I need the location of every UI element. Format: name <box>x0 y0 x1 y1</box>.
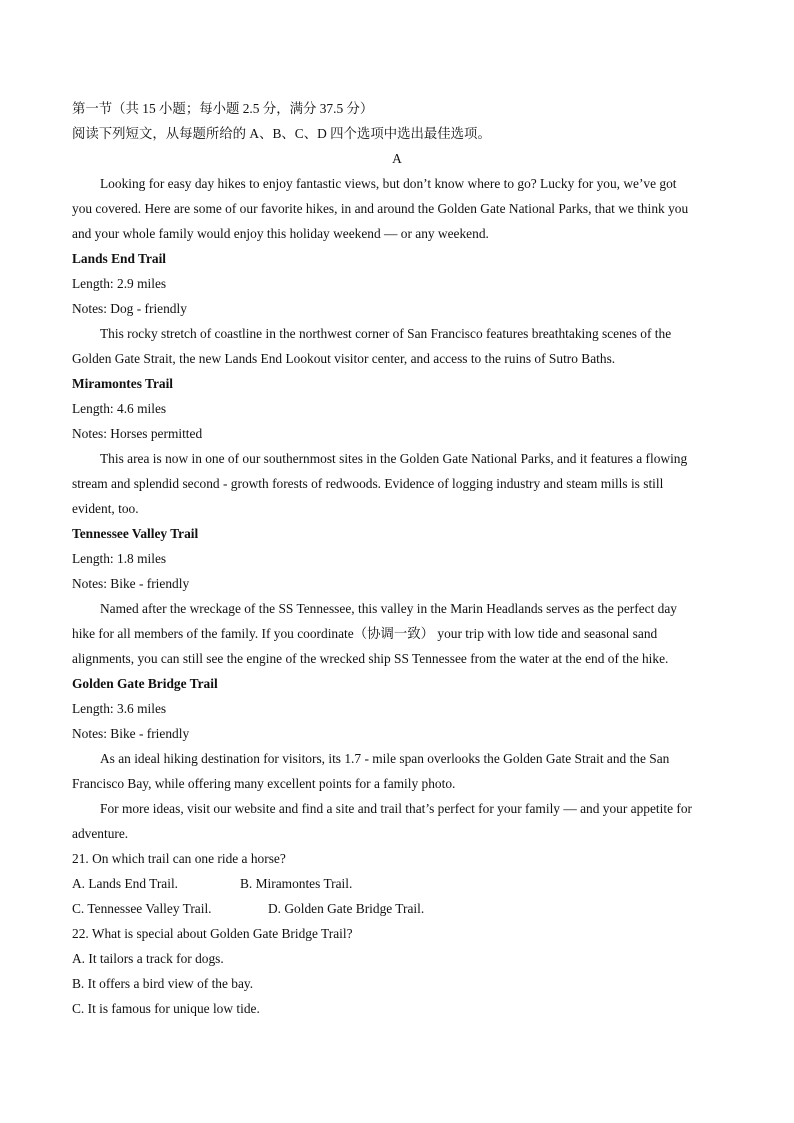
passage-label: A <box>392 151 402 166</box>
trail-notes: Notes: Horses permitted <box>72 426 203 441</box>
option-a: A. Lands End Trail. <box>72 876 179 891</box>
trail-description-line: Golden Gate Strait, the new Lands End Lookout visitor center, and access to the ruins of Sutro Baths. <box>72 351 616 366</box>
trail-description-line: This area is now in one of our southernmost sites in the Golden Gate National Parks, and it features a flowing <box>100 451 688 466</box>
trail-length: Length: 1.8 miles <box>72 551 167 566</box>
option-d: D. Golden Gate Bridge Trail. <box>268 901 425 916</box>
trail-description-line: alignments, you can still see the engine of the wrecked ship SS Tennessee from the water at the end of the hike. <box>72 651 669 666</box>
section-header: 第一节（共 15 小题；每小题 2.5 分，满分 37.5 分） <box>72 101 374 116</box>
question-stem: 22. What is special about Golden Gate Bridge Trail? <box>72 926 353 941</box>
closing-line: adventure. <box>72 826 129 841</box>
trail-notes: Notes: Dog - friendly <box>72 301 187 316</box>
trail-length: Length: 2.9 miles <box>72 276 167 291</box>
option-a: A. It tailors a track for dogs. <box>72 951 224 966</box>
option-b: B. Miramontes Trail. <box>240 876 353 891</box>
trail-description-line: Named after the wreckage of the SS Tennessee, this valley in the Marin Headlands serves as the perfect day <box>100 601 678 616</box>
intro-line: Looking for easy day hikes to enjoy fantastic views, but don’t know where to go? Lucky for you, we’ve got <box>100 176 677 191</box>
trail-description-line: Francisco Bay, while offering many excellent points for a family photo. <box>72 776 456 791</box>
option-b: B. It offers a bird view of the bay. <box>72 976 254 991</box>
trail-description-line: hike for all members of the family. If you coordinate（协调一致） your trip with low tide and seasonal sand <box>72 626 658 641</box>
trail-length: Length: 3.6 miles <box>72 701 167 716</box>
trail-heading: Miramontes Trail <box>72 376 174 391</box>
trail-heading: Tennessee Valley Trail <box>72 526 199 541</box>
trail-description-line: This rocky stretch of coastline in the northwest corner of San Francisco features breathtaking scenes of the <box>100 326 672 341</box>
option-c: C. It is famous for unique low tide. <box>72 1001 260 1016</box>
trail-description-line: stream and splendid second - growth forests of redwoods. Evidence of logging industry and steam mills is still <box>72 476 664 491</box>
trail-heading: Lands End Trail <box>72 251 167 266</box>
instruction-text: 阅读下列短文，从每题所给的 A、B、C、D 四个选项中选出最佳选项。 <box>72 126 491 141</box>
trail-description-line: As an ideal hiking destination for visitors, its 1.7 - mile span overlooks the Golden Gate Strait and the San <box>100 751 670 766</box>
trail-notes: Notes: Bike - friendly <box>72 576 190 591</box>
closing-line: For more ideas, visit our website and find a site and trail that’s perfect for your family — and your appetite for <box>100 801 692 816</box>
trail-notes: Notes: Bike - friendly <box>72 726 190 741</box>
trail-description-line: evident, too. <box>72 501 139 516</box>
option-c: C. Tennessee Valley Trail. <box>72 901 212 916</box>
trail-heading: Golden Gate Bridge Trail <box>72 676 218 691</box>
question-stem: 21. On which trail can one ride a horse? <box>72 851 286 866</box>
intro-line: and your whole family would enjoy this holiday weekend — or any weekend. <box>72 226 489 241</box>
trail-length: Length: 4.6 miles <box>72 401 167 416</box>
intro-line: you covered. Here are some of our favorite hikes, in and around the Golden Gate National Parks, that we think you <box>72 201 689 216</box>
